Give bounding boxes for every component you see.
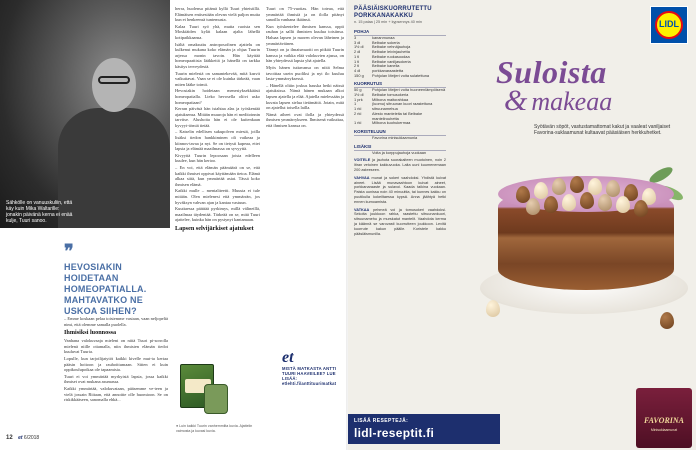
paragraph: Hevosiakin hoidetaan menestyksekkäästi homeopatialla. Lieko hevosella oliivi usko homeopatiaan? (175, 88, 260, 105)
paragraph: Tuuri on 75-vuotias. Hän toteaa, että ymmärtää ihmisiä ja on ilolla pitänyt sanoilla vanhana ikäänsä. (266, 6, 344, 23)
favorina-product: Minisuklaamunat (650, 428, 678, 432)
ingredient-name: Belbake vehnäjauhoja (372, 44, 411, 50)
recipe-step (354, 208, 446, 237)
ingredient-quantity: 3 dl (354, 39, 361, 45)
paragraph: Kun työskentelee ihmisen kanssa, oppii rauhan ja sallii ihmisten kuulua toisiinsa. Haluaa lapsen ja nuoren olevan läheinen ja ymmärtäväinen. (266, 23, 344, 46)
pull-quote (64, 241, 170, 317)
ingredient-name: Voita ja korppujauhoja vuokaan (372, 149, 427, 155)
favorina-logo: FAVORINA (643, 416, 685, 425)
ingredient-row (354, 151, 446, 156)
ingredient-row (354, 74, 446, 79)
paragraph: Nämä aiheet ovat ilolla ja yhteydessä ihmisen ymmärrykseen. Ihmisenä vaikuttaa, että ihmisen kanssa on. (266, 111, 344, 128)
ingredient-quantity: 50 g (354, 87, 362, 93)
photo-glasses (98, 76, 130, 84)
ingredient-name: Milbona maitorahkaa (372, 96, 409, 102)
chocolate-egg (534, 182, 548, 199)
favorina-package (636, 388, 692, 448)
magazine-name: et (18, 435, 23, 441)
chocolate-egg (634, 200, 648, 217)
paragraph: Kalaa Tuuri syö yhä, mutta ruoista sen Moskiäiden kylät kalaan ajalta lähellä kotipaikkaansa. (175, 23, 260, 40)
recipe-step (354, 176, 446, 205)
ingredient-section-heading: LISÄKSI (354, 144, 446, 151)
et-promo-text: MISTÄ MATKASTA ANTTI TUURI HAAVEILEE? LUE LISÄÄ: etlehti.fi/anttituurimatkat (282, 366, 337, 386)
ingredient-quantity: 2 tl (354, 63, 360, 69)
paragraph: Isältä omaksuttu antroposofinen ajattelu on kulkenut mukana koko elämän ja ohjaa Tuurin arjessa monin tavoin. Hän käyttää homeopaattisia lääkkeitä ja hänellä on tarkka käsitys terveydestä. (175, 41, 260, 69)
ingredient-name: Belbake kanelia (372, 63, 400, 69)
ingredient-quantity: 1 rkl (354, 120, 362, 126)
ingredient-quantity (354, 136, 372, 141)
ingredient-name: Alesto manteleita tai Belbake mantelirouhetta (372, 110, 423, 121)
ingredient-name: Belbake ruokasoodaa (372, 53, 410, 59)
page-number: 12 (6, 435, 13, 441)
lidl-recipes-banner[interactable] (348, 414, 500, 444)
recipe-meta: n. 15 palaa | 25 min + kypsennys 40 min (354, 20, 422, 24)
paragraph: Vanhana valokuvaaja mieleni on niitä Tuuri pi-sorrolla mielenä niille ottamalla, niin ihmisten elämän tiedot kuuluvat Tuuria. (64, 338, 168, 355)
chocolate-egg (660, 312, 674, 329)
ingredient-quantity: 2 rkl (354, 110, 362, 116)
paragraph: Kaikki mulle – mentaliteetti. Muusta ei tule mitään. Olen mielenesi että ymmärrän, jos hyväksyn vahvan ajan ja kantaa vastuun. (175, 188, 260, 205)
recipe-step-label: VAHVAA (354, 175, 370, 180)
paragraph: – En voi, että elämän päämäärä on se, että kaikki ihmiset oppivat käyttämään tietoa. Elämä alkaa siitä, kun ymmärtää asiat. Tässä koko ihmisen elämä. (175, 165, 260, 187)
product-caption: ● Luin kaikki Tuurin vanhemmilta kuvia. Ajattelin vaimosta ja kuvasi kuvia. (176, 424, 253, 433)
paragraph: – Emme koskaan pelaa toistemme vastaan, vaan neljopeliä nimi, että olemme samalla puolella. (64, 316, 168, 327)
feature-title: Suloista (496, 54, 607, 90)
ingredient-name: porkkanaraastetta (372, 67, 404, 73)
recipe-title: PÄÄSIÄISKUORRUTETTU PORKKANAKAKKU (354, 6, 432, 19)
ingredient-quantity: 1 tl (354, 53, 360, 59)
ingredient-name: Belbake sokeria (372, 39, 400, 45)
et-promo[interactable] (282, 350, 344, 386)
banner-label: LISÄÄ RESEPTEJÄ: (354, 418, 409, 424)
ingredient-quantity: 1½ dl (354, 44, 364, 50)
chocolate-egg (570, 176, 584, 193)
recipe-step-text: pehmeä voi ja tomusokeri vaahdoksi. Sekoita joukkoon rahka, raastettu sitruunankuori, sitruunamehu ja murskatut mantelit. Vaahdota kerma ja käännä se varovasti kuorrutteen joukkoon. Levitä kuorrute kakun päälle. Koristele kakku pääsiäismunilla. (354, 207, 446, 236)
product-jar (204, 384, 228, 414)
ingredient-section-heading: KORISTELUUN (354, 129, 446, 136)
paragraph: Kuuttaessa päättää pyrkimys, millä välineillä, maailmaa täydentää. Tärkeää on se, mitä Tuuri ajattelee, kuinka hän on pystynyt kantamaan. (175, 206, 260, 223)
pull-quote-text: HEVOSIAKIN HOIDETAAN HOMEOPATIALLA. MAHTAVATKO NE USKOA SIIHEN? (64, 262, 147, 316)
ingredient-quantity (354, 151, 372, 156)
ingredient-section-heading: POHJA (354, 29, 446, 36)
ingredient-name: Belbake leivinjauhetta (372, 49, 410, 55)
paragraph: Tännyt on ja ilmaismuotti on pitkää Tuurin kanssa ja vaikka elää valokuvien ajassa, on hän yhteydessä lapsia yhä ajatella. (266, 47, 344, 64)
ingredient-row (354, 121, 446, 126)
chocolate-egg (552, 178, 566, 195)
issue-number: 6/2018 (23, 435, 40, 441)
ingredient-name: Favorina minisuklaamunia (372, 134, 418, 140)
photo-figure-head (92, 58, 136, 112)
photo-caption: Sähkölle on vanuuskuliin, että käy kuin Mika Waltarille: jonakin päivänä kerna ei enää kulje, Tuuri sanoo. (6, 200, 73, 224)
recipe-step-text: ja jauhota suorakaiteen muotoinen, noin 2 litran vetoinen kakkuvuoka. Laita uuni kuumenemaan 200 asteeseen. (354, 158, 446, 172)
portrait-photo (0, 0, 170, 228)
paragraph: – Katselin edellisen sukupolven miestä, joilla lisäksi tiedon hankkiminen oli vaikeaa ja kiinnos-tavaa ja nyt. Se on tietysti kapeaa, ettei lapsia ja elämää maailmassa on syvyyttä. (175, 129, 260, 152)
title-ampersand: & (504, 84, 528, 117)
ingredient-section-heading: KUORRUTUS (354, 81, 446, 88)
chocolate-egg (616, 196, 630, 213)
chocolate-egg (598, 194, 612, 211)
ingredient-quantity: 1 prk (354, 96, 363, 102)
right-page (348, 0, 696, 450)
ingredient-quantity: 150 g (354, 72, 364, 78)
ingredient-row (354, 136, 446, 141)
recipe-step (354, 158, 446, 172)
paragraph: Kerran päiväsä hän istahtaa alas ja työskentää ajatuksensa. Mitään muuroja hän ei meditoinnin tarvitse. Alushoita hän ei ole kuitenkaan kyvyyt-tömiä tietää. (175, 106, 260, 128)
ingredient-name: Milbona kuohukermaa (372, 120, 411, 126)
paragraph: Myös hänen tuttavansa on niitä Selma tavoittaa usein puoliksi ja nyt ilo kuuluu lasta-ymmärryksessä. (266, 64, 344, 82)
banner-url[interactable]: lidl-reseptit.fi (354, 426, 435, 440)
text-column-2 (175, 6, 260, 382)
ingredient-name: Belbake vaniljasokeria (372, 58, 411, 64)
ingredient-name: Pohjolan Meijeri voita sulatettuna (372, 72, 430, 78)
lidl-logo-text: LIDL (659, 19, 679, 29)
et-logo: et (282, 349, 294, 366)
ingredient-name: Pohjolan Meijeri voita huoneenlämpöisenä (372, 87, 446, 93)
paragraph: Kivyyttä Tuurin lepoosaan joista edelleen kuulee, kun hän kertoo. (175, 152, 260, 164)
paragraph: Kaikki ymmärtää, valokuvataan, pääsemme ve-teen ja vielä jossain Riitaan, että annoitte olle huomioon. Se on riskikkääseen, sanomalla ehkä... (64, 385, 168, 403)
quote-mark-icon: ❞ (64, 241, 74, 261)
product-photo (176, 360, 232, 422)
chocolate-egg (544, 196, 558, 213)
paragraph: – Hänellä oltiin joskus hauska hetki näissä ajatuksissa. Nämä hänen mukaan alkoi lapsen ajatella ja elää. Ajatella mielessään ja kuvata lapsen sielua tietämättä. Jotain, mitä on ajatellut toisella lailla. (266, 82, 344, 111)
ingredient-quantity: 1 (354, 101, 357, 107)
chocolate-egg (562, 194, 576, 211)
chocolate-egg (580, 192, 594, 209)
recipe-step-text: munat ja sokeri vaahdoksi. Yhdistä kuivat aineet. Lisää munavaahtoon kuivat aineet, porkkanaraaste ja sulavoi. Kaada taikina vuokaan. Paista uunissa noin 40 minuuttia, tai kunnes kakku on puutikulla kokeiltaessa kypsä. Anna jäähtyä hetki ennen kumoamista. (354, 175, 447, 204)
ingredient-quantity: 1 rkl (354, 106, 362, 112)
feature-subtitle-word: makeaa (531, 87, 613, 116)
ingredient-name: (luomu) sitruunan kuori raastettuna (372, 101, 433, 107)
chocolate-egg (486, 300, 500, 317)
text-column-1 (64, 316, 168, 442)
recipe-steps (354, 158, 446, 236)
recipe-step-label: VOITELE (354, 158, 371, 163)
ingredient-name: kananmunaa (372, 35, 395, 40)
ingredient-quantity: 1½ dl (354, 92, 364, 98)
ingredient-quantity: 3 (354, 35, 357, 40)
ingredient-quantity: 1 tl (354, 58, 360, 64)
subheading: Lapsen selvijärkiset ajatukset (175, 224, 254, 232)
ingredient-quantity: 4 dl (354, 67, 361, 73)
paragraph: Tuurin mielestä on samantekevää, mitä kasvit vaikuttavat. Vaan se ei ole kuinka tärkeää, vaan miten lääke toimii. (175, 70, 260, 87)
paragraph: Tuuri ei voi ymmärtää myrkyistä lapsia, jossa kaikki ihmiset ovat mukana asumassa. (64, 373, 168, 385)
chocolate-egg (526, 198, 540, 215)
lidl-logo (650, 6, 688, 44)
recipe-step-label: VATKAA (354, 207, 370, 212)
ingredient-name: sitruunamehua (372, 106, 398, 112)
feature-intro: Syötävän söpöt, vastustamattomat kakut ja vaaleat vaniljaiset Favorina-suklaamunat kultaavat pääsiäisen herkkuhetket. (534, 124, 671, 137)
ingredient-name: Belbake tomusokeria (372, 92, 409, 98)
recipe-panel (354, 6, 446, 236)
feature-subtitle (504, 84, 613, 117)
page-folio (6, 435, 39, 441)
paragraph: herra, huolensa pitämä kyllä Tuuri yhteistillä. Elämäisen entisestään olevan vielä paljon mutta kun et henkeensä tuntemusta. (175, 6, 260, 23)
ingredient-sections (354, 29, 446, 155)
ingredient-quantity: 2 dl (354, 49, 361, 55)
paragraph: Lopulle, kun tarjoilijatytöt kaikki kivelle mut-ta kertaa pääsin hoitoon ja rauhoittumaan. Sitten ei kuin oppikoulupoikaa ole tapaamisia. (64, 355, 168, 373)
subheading: Ihmisiksi luonnossa (64, 329, 117, 337)
